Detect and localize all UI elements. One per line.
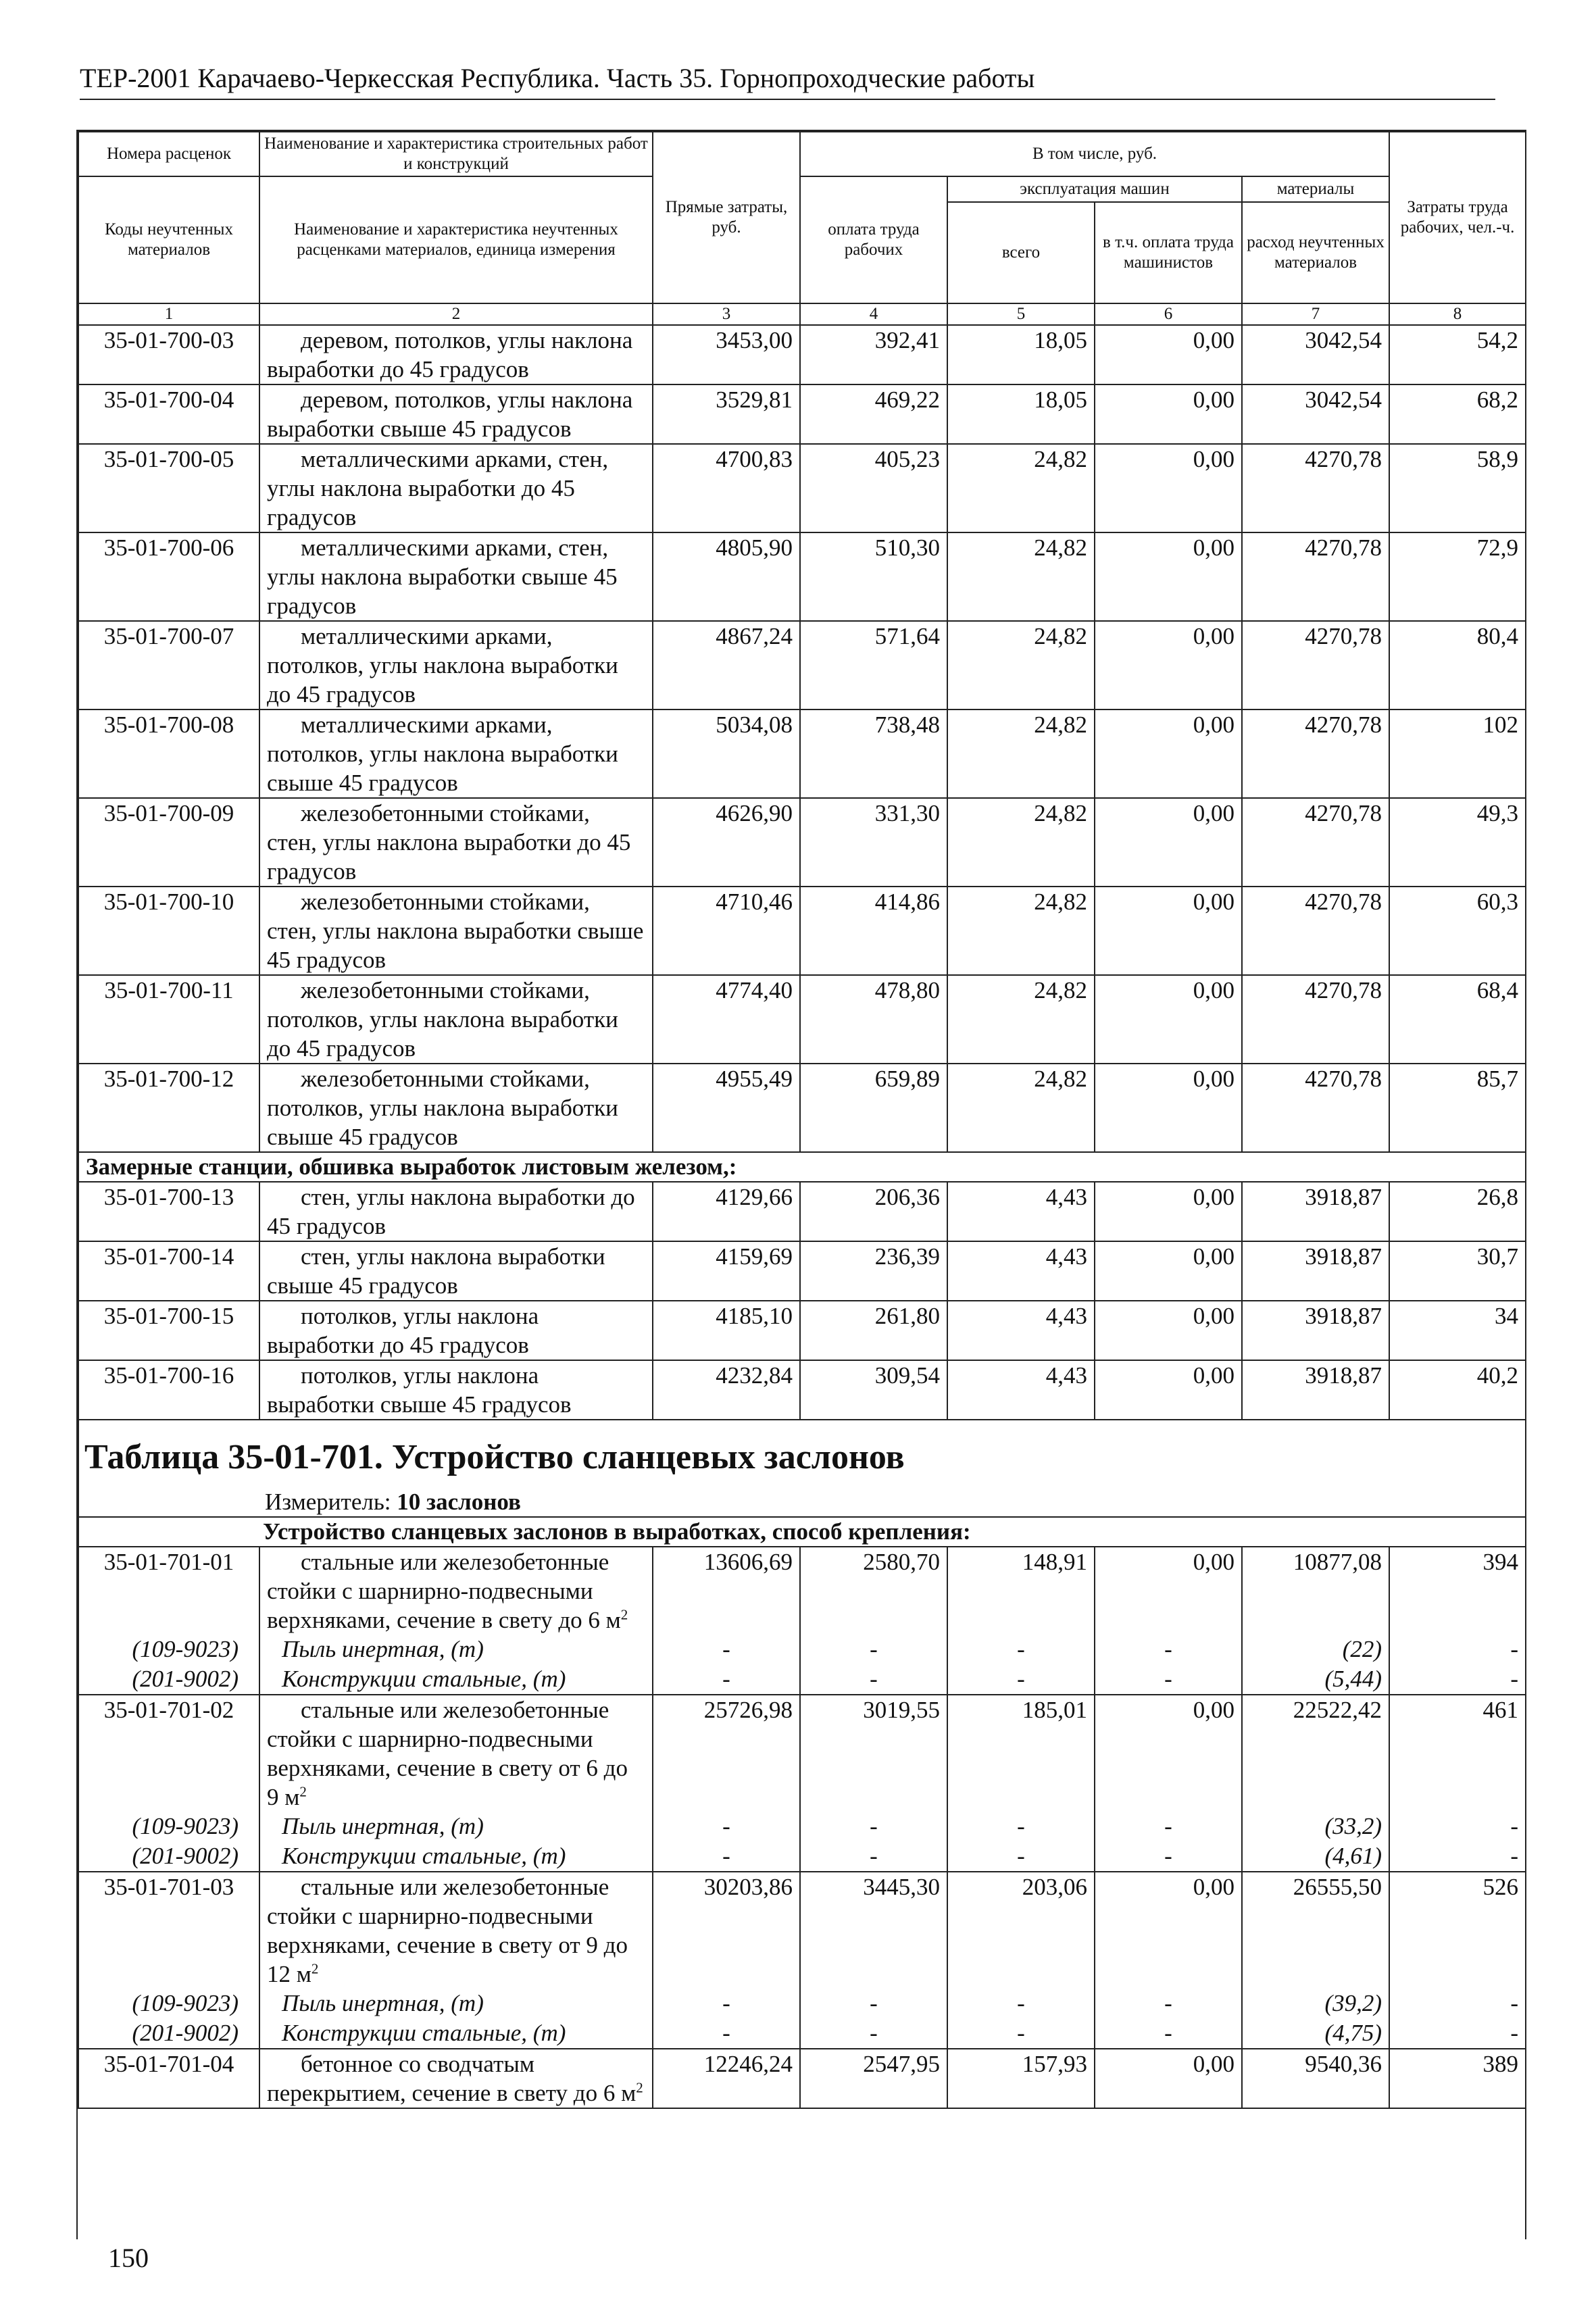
material-quantity: (33,2) <box>1242 1812 1389 1841</box>
labor-cost: 206,36 <box>800 1182 947 1241</box>
material-code: (109-9023) <box>78 1989 259 2018</box>
rate-code: 35-01-700-12 <box>78 1064 259 1152</box>
material-name <box>259 1812 653 1841</box>
col-number: 3 <box>653 303 800 325</box>
labor-hours: 40,2 <box>1389 1360 1526 1420</box>
col-number: 5 <box>947 303 1095 325</box>
machine-labor-cost: 0,00 <box>1095 710 1242 798</box>
material-name-text: Пыль инертная, (т) <box>282 1990 484 2016</box>
labor-hours: 60,3 <box>1389 887 1526 975</box>
rate-name <box>259 1064 653 1152</box>
dash-cell: - <box>1389 1812 1526 1841</box>
rate-code: 35-01-701-04 <box>78 2049 259 2108</box>
rate-name <box>259 1360 653 1420</box>
dash-cell: - <box>947 1989 1095 2018</box>
direct-cost: 5034,08 <box>653 710 800 798</box>
materials-cost: 22522,42 <box>1242 1695 1389 1812</box>
rate-code: 35-01-700-10 <box>78 887 259 975</box>
machine-labor-cost: 0,00 <box>1095 975 1242 1064</box>
material-name <box>259 2018 653 2049</box>
machine-cost: 24,82 <box>947 710 1095 798</box>
direct-cost: 4955,49 <box>653 1064 800 1152</box>
table2-heading <box>78 1420 1526 1547</box>
col-labor-header: оплата труда рабочих <box>800 176 947 303</box>
labor-cost: 2580,70 <box>800 1547 947 1635</box>
unit-superscript: 2 <box>299 1783 307 1800</box>
rates-table-frame <box>76 130 1526 2239</box>
rate-name <box>259 1547 653 1635</box>
labor-hours: 68,2 <box>1389 384 1526 444</box>
materials-cost: 3042,54 <box>1242 384 1389 444</box>
labor-hours: 54,2 <box>1389 325 1526 384</box>
material-name <box>259 1989 653 2018</box>
labor-cost: 659,89 <box>800 1064 947 1152</box>
machine-cost: 4,43 <box>947 1360 1095 1420</box>
rate-code: 35-01-700-15 <box>78 1301 259 1360</box>
rate-name <box>259 710 653 798</box>
rows-section-a <box>78 325 1526 1152</box>
dash-cell: - <box>653 1812 800 1841</box>
rates-table <box>78 131 1526 2109</box>
material-row <box>78 1664 1526 1695</box>
table-row <box>78 798 1526 887</box>
labor-cost: 405,23 <box>800 444 947 532</box>
labor-hours: 461 <box>1389 1695 1526 1812</box>
machine-labor-cost: 0,00 <box>1095 384 1242 444</box>
col-number: 7 <box>1242 303 1389 325</box>
labor-cost: 331,30 <box>800 798 947 887</box>
rate-name <box>259 798 653 887</box>
rate-name <box>259 621 653 710</box>
rate-name-text: металлическими арками, потолков, углы наклона выработки до 45 градусов <box>267 623 618 707</box>
col-name-header: Наименование и характеристика строительных работ и конструкций <box>259 132 653 176</box>
labor-cost: 236,39 <box>800 1241 947 1301</box>
direct-cost: 4626,90 <box>653 798 800 887</box>
table-row <box>78 975 1526 1064</box>
table-row <box>78 1064 1526 1152</box>
material-code: (109-9023) <box>78 1635 259 1664</box>
unit-superscript: 2 <box>311 1960 319 1977</box>
rate-name <box>259 1241 653 1301</box>
direct-cost: 3453,00 <box>653 325 800 384</box>
rate-name <box>259 1872 653 1989</box>
labor-hours: 26,8 <box>1389 1182 1526 1241</box>
material-name <box>259 1664 653 1695</box>
dash-cell: - <box>1389 1841 1526 1872</box>
materials-cost: 4270,78 <box>1242 444 1389 532</box>
table-row <box>78 325 1526 384</box>
machine-labor-cost: 0,00 <box>1095 2049 1242 2108</box>
materials-cost: 3042,54 <box>1242 325 1389 384</box>
table-row <box>78 1241 1526 1301</box>
machine-labor-cost: 0,00 <box>1095 1241 1242 1301</box>
table-row <box>78 1547 1526 1635</box>
material-name-text: Пыль инертная, (т) <box>282 1813 484 1839</box>
rate-name-text: металлическими арками, потолков, углы наклона выработки свыше 45 градусов <box>267 712 618 796</box>
rows-table2 <box>78 1547 1526 2108</box>
machine-labor-cost: 0,00 <box>1095 1182 1242 1241</box>
labor-cost: 478,80 <box>800 975 947 1064</box>
dash-cell: - <box>1389 1989 1526 2018</box>
dash-cell: - <box>653 1989 800 2018</box>
material-name-text: Конструкции стальные, (т) <box>282 1666 566 1692</box>
machine-cost: 24,82 <box>947 532 1095 621</box>
rate-code: 35-01-700-09 <box>78 798 259 887</box>
dash-cell: - <box>947 2018 1095 2049</box>
unit-label: Измеритель: <box>265 1489 391 1515</box>
rate-name <box>259 1695 653 1812</box>
col-direct-header: Прямые затраты, руб. <box>653 132 800 303</box>
machine-labor-cost: 0,00 <box>1095 325 1242 384</box>
direct-cost: 4185,10 <box>653 1301 800 1360</box>
dash-cell: - <box>653 1664 800 1695</box>
rate-name <box>259 444 653 532</box>
rate-name-text: бетонное со сводчатым перекрытием, сечение в свету до 6 м <box>267 2051 637 2106</box>
table-row <box>78 532 1526 621</box>
labor-cost: 469,22 <box>800 384 947 444</box>
col-materials-use-header: расход неучтенных материалов <box>1242 202 1389 303</box>
rate-name-text: металлическими арками, стен, углы наклона выработки свыше 45 градусов <box>267 534 618 619</box>
rate-code: 35-01-700-04 <box>78 384 259 444</box>
labor-hours: 34 <box>1389 1301 1526 1360</box>
labor-cost: 3019,55 <box>800 1695 947 1812</box>
dash-cell: - <box>800 1812 947 1841</box>
table2-title: Таблица 35-01-701. Устройство сланцевых заслонов <box>78 1420 1526 1488</box>
unit-value: 10 заслонов <box>397 1489 521 1515</box>
labor-cost: 2547,95 <box>800 2049 947 2108</box>
material-name-text: Конструкции стальные, (т) <box>282 2020 566 2046</box>
machine-labor-cost: 0,00 <box>1095 1695 1242 1812</box>
col-group-header: В том числе, руб. <box>800 132 1389 176</box>
dash-cell: - <box>800 1635 947 1664</box>
table-row <box>78 1360 1526 1420</box>
direct-cost: 4232,84 <box>653 1360 800 1420</box>
labor-hours: 394 <box>1389 1547 1526 1635</box>
material-row <box>78 1841 1526 1872</box>
materials-cost: 3918,87 <box>1242 1241 1389 1301</box>
rate-code: 35-01-700-14 <box>78 1241 259 1301</box>
rate-name <box>259 2049 653 2108</box>
labor-hours: 49,3 <box>1389 798 1526 887</box>
table-row <box>78 444 1526 532</box>
rate-code: 35-01-700-05 <box>78 444 259 532</box>
machine-cost: 24,82 <box>947 1064 1095 1152</box>
rate-name-text: стен, углы наклона выработки до 45 градусов <box>267 1184 635 1239</box>
direct-cost: 3529,81 <box>653 384 800 444</box>
machine-cost: 24,82 <box>947 621 1095 710</box>
table2-unit <box>259 1488 1526 1517</box>
unit-superscript: 2 <box>636 2079 643 2096</box>
table-row <box>78 1695 1526 1812</box>
machine-labor-cost: 0,00 <box>1095 621 1242 710</box>
table-row <box>78 384 1526 444</box>
rate-code: 35-01-701-01 <box>78 1547 259 1635</box>
table-row <box>78 887 1526 975</box>
machine-cost: 24,82 <box>947 887 1095 975</box>
rate-code: 35-01-700-13 <box>78 1182 259 1241</box>
table2-section-title: Устройство сланцевых заслонов в выработках, способ крепления: <box>78 1517 1526 1547</box>
col-hours-header: Затраты труда рабочих, чел.-ч. <box>1389 132 1526 303</box>
col-materials-header: материалы <box>1242 176 1389 202</box>
col-number: 2 <box>259 303 653 325</box>
rate-name <box>259 1301 653 1360</box>
material-quantity: (4,75) <box>1242 2018 1389 2049</box>
rate-code: 35-01-700-06 <box>78 532 259 621</box>
materials-cost: 9540,36 <box>1242 2049 1389 2108</box>
rate-name-text: стен, углы наклона выработки свыше 45 градусов <box>267 1243 605 1299</box>
dash-cell: - <box>1095 2018 1242 2049</box>
material-name <box>259 1635 653 1664</box>
machine-cost: 148,91 <box>947 1547 1095 1635</box>
machine-cost: 24,82 <box>947 444 1095 532</box>
col-number: 6 <box>1095 303 1242 325</box>
dash-cell: - <box>1095 1664 1242 1695</box>
machine-labor-cost: 0,00 <box>1095 1360 1242 1420</box>
direct-cost: 4774,40 <box>653 975 800 1064</box>
column-numbers-row <box>78 303 1526 325</box>
materials-cost: 3918,87 <box>1242 1182 1389 1241</box>
machine-cost: 24,82 <box>947 798 1095 887</box>
rate-name-text: железобетонными стойками, потолков, углы наклона выработки свыше 45 градусов <box>267 1066 618 1150</box>
material-code: (109-9023) <box>78 1812 259 1841</box>
rate-name <box>259 887 653 975</box>
col-number: 4 <box>800 303 947 325</box>
table-row <box>78 1182 1526 1241</box>
labor-hours: 68,4 <box>1389 975 1526 1064</box>
dash-cell: - <box>947 1664 1095 1695</box>
labor-hours: 85,7 <box>1389 1064 1526 1152</box>
dash-cell: - <box>1095 1635 1242 1664</box>
machine-cost: 203,06 <box>947 1872 1095 1989</box>
dash-cell: - <box>1389 1635 1526 1664</box>
rate-name <box>259 1182 653 1241</box>
machine-labor-cost: 0,00 <box>1095 887 1242 975</box>
material-name-text: Пыль инертная, (т) <box>282 1636 484 1662</box>
rate-name-text: потолков, углы наклона выработки до 45 градусов <box>267 1303 539 1358</box>
direct-cost: 12246,24 <box>653 2049 800 2108</box>
rate-name-text: железобетонными стойками, стен, углы наклона выработки до 45 градусов <box>267 800 631 885</box>
material-quantity: (5,44) <box>1242 1664 1389 1695</box>
materials-cost: 3918,87 <box>1242 1301 1389 1360</box>
col-mach-labor-header: в т.ч. оплата труда машинистов <box>1095 202 1242 303</box>
machine-labor-cost: 0,00 <box>1095 532 1242 621</box>
rate-name-text: деревом, потолков, углы наклона выработки до 45 градусов <box>267 327 633 382</box>
rate-name-text: железобетонными стойками, стен, углы наклона выработки свыше 45 градусов <box>267 889 644 973</box>
col-number: 1 <box>78 303 259 325</box>
labor-cost: 738,48 <box>800 710 947 798</box>
dash-cell: - <box>800 1841 947 1872</box>
labor-hours: 389 <box>1389 2049 1526 2108</box>
material-quantity: (39,2) <box>1242 1989 1389 2018</box>
section-b-heading <box>78 1152 1526 1182</box>
rate-code: 35-01-701-02 <box>78 1695 259 1812</box>
rate-code: 35-01-700-03 <box>78 325 259 384</box>
materials-cost: 26555,50 <box>1242 1872 1389 1989</box>
rate-code: 35-01-701-03 <box>78 1872 259 1989</box>
machine-cost: 18,05 <box>947 325 1095 384</box>
labor-hours: 30,7 <box>1389 1241 1526 1301</box>
table-row <box>78 1301 1526 1360</box>
material-quantity: (4,61) <box>1242 1841 1389 1872</box>
dash-cell: - <box>653 1635 800 1664</box>
material-row <box>78 1635 1526 1664</box>
labor-cost: 261,80 <box>800 1301 947 1360</box>
rate-code: 35-01-700-16 <box>78 1360 259 1420</box>
table-row <box>78 1872 1526 1989</box>
direct-cost: 4867,24 <box>653 621 800 710</box>
machine-labor-cost: 0,00 <box>1095 798 1242 887</box>
material-name-text: Конструкции стальные, (т) <box>282 1843 566 1869</box>
materials-cost: 4270,78 <box>1242 1064 1389 1152</box>
machine-labor-cost: 0,00 <box>1095 1064 1242 1152</box>
direct-cost: 4805,90 <box>653 532 800 621</box>
dash-cell: - <box>947 1841 1095 1872</box>
direct-cost: 25726,98 <box>653 1695 800 1812</box>
direct-cost: 13606,69 <box>653 1547 800 1635</box>
rate-name-text: стальные или железобетонные стойки с шарнирно-подвесными верхняками, сечение в свету до 6 м <box>267 1549 621 1633</box>
col-number: 8 <box>1389 303 1526 325</box>
col-codes-header: Номера расценок <box>78 132 259 176</box>
rate-name-text: потолков, углы наклона выработки свыше 45 градусов <box>267 1362 572 1418</box>
labor-hours: 72,9 <box>1389 532 1526 621</box>
direct-cost: 30203,86 <box>653 1872 800 1989</box>
rate-name-text: стальные или железобетонные стойки с шарнирно-подвесными верхняками, сечение в свету от 6 до 9 м <box>267 1697 628 1810</box>
materials-cost: 4270,78 <box>1242 710 1389 798</box>
labor-hours: 80,4 <box>1389 621 1526 710</box>
dash-cell: - <box>653 1841 800 1872</box>
rate-name <box>259 532 653 621</box>
machine-cost: 18,05 <box>947 384 1095 444</box>
direct-cost: 4700,83 <box>653 444 800 532</box>
rate-name-text: стальные или железобетонные стойки с шарнирно-подвесными верхняками, сечение в свету от 9 до 12 м <box>267 1874 628 1987</box>
dash-cell: - <box>1095 1812 1242 1841</box>
direct-cost: 4159,69 <box>653 1241 800 1301</box>
machine-cost: 4,43 <box>947 1241 1095 1301</box>
direct-cost: 4710,46 <box>653 887 800 975</box>
material-code: (201-9002) <box>78 1841 259 1872</box>
page-number: 150 <box>108 2243 149 2273</box>
material-code: (201-9002) <box>78 1664 259 1695</box>
material-row <box>78 1989 1526 2018</box>
page-header: ТЕР-2001 Карачаево-Черкесская Республика. Часть 35. Горнопроходческие работы <box>80 62 1495 100</box>
labor-hours: 526 <box>1389 1872 1526 1989</box>
dash-cell: - <box>800 1664 947 1695</box>
materials-cost: 3918,87 <box>1242 1360 1389 1420</box>
rate-name-text: металлическими арками, стен, углы наклона выработки до 45 градусов <box>267 446 609 530</box>
dash-cell: - <box>1095 1989 1242 2018</box>
machine-labor-cost: 0,00 <box>1095 1872 1242 1989</box>
rows-section-b <box>78 1182 1526 1420</box>
machine-cost: 185,01 <box>947 1695 1095 1812</box>
dash-cell: - <box>1095 1841 1242 1872</box>
rate-code: 35-01-700-08 <box>78 710 259 798</box>
materials-cost: 4270,78 <box>1242 621 1389 710</box>
section-b-title: Замерные станции, обшивка выработок листовым железом,: <box>78 1152 1526 1182</box>
unit-superscript: 2 <box>620 1606 628 1623</box>
col-name-subheader: Наименование и характеристика неучтенных расценками материалов, единица измерения <box>259 176 653 303</box>
dash-cell: - <box>1389 1664 1526 1695</box>
material-code: (201-9002) <box>78 2018 259 2049</box>
rate-code: 35-01-700-07 <box>78 621 259 710</box>
dash-cell: - <box>653 2018 800 2049</box>
dash-cell: - <box>947 1812 1095 1841</box>
labor-cost: 3445,30 <box>800 1872 947 1989</box>
rate-name <box>259 975 653 1064</box>
materials-cost: 4270,78 <box>1242 798 1389 887</box>
dash-cell: - <box>947 1635 1095 1664</box>
dash-cell: - <box>800 1989 947 2018</box>
dash-cell: - <box>1389 2018 1526 2049</box>
material-name <box>259 1841 653 1872</box>
dash-cell: - <box>800 2018 947 2049</box>
table-row <box>78 2049 1526 2108</box>
rate-name <box>259 384 653 444</box>
labor-cost: 571,64 <box>800 621 947 710</box>
material-row <box>78 1812 1526 1841</box>
labor-cost: 414,86 <box>800 887 947 975</box>
labor-cost: 510,30 <box>800 532 947 621</box>
machine-cost: 157,93 <box>947 2049 1095 2108</box>
machine-labor-cost: 0,00 <box>1095 1547 1242 1635</box>
materials-cost: 4270,78 <box>1242 887 1389 975</box>
machine-cost: 24,82 <box>947 975 1095 1064</box>
machine-labor-cost: 0,00 <box>1095 444 1242 532</box>
materials-cost: 4270,78 <box>1242 532 1389 621</box>
machine-cost: 4,43 <box>947 1301 1095 1360</box>
col-mach-total-header: всего <box>947 202 1095 303</box>
material-row <box>78 2018 1526 2049</box>
materials-cost: 4270,78 <box>1242 975 1389 1064</box>
materials-cost: 10877,08 <box>1242 1547 1389 1635</box>
rate-name <box>259 325 653 384</box>
machine-cost: 4,43 <box>947 1182 1095 1241</box>
labor-hours: 58,9 <box>1389 444 1526 532</box>
material-quantity: (22) <box>1242 1635 1389 1664</box>
labor-cost: 392,41 <box>800 325 947 384</box>
table-row <box>78 621 1526 710</box>
labor-hours: 102 <box>1389 710 1526 798</box>
rate-name-text: деревом, потолков, углы наклона выработки свыше 45 градусов <box>267 387 633 442</box>
col-machines-header: эксплуатация машин <box>947 176 1242 202</box>
machine-labor-cost: 0,00 <box>1095 1301 1242 1360</box>
rate-name-text: железобетонными стойками, потолков, углы наклона выработки до 45 градусов <box>267 977 618 1062</box>
col-codes-subheader: Коды неучтенных материалов <box>78 176 259 303</box>
direct-cost: 4129,66 <box>653 1182 800 1241</box>
table-row <box>78 710 1526 798</box>
labor-cost: 309,54 <box>800 1360 947 1420</box>
rate-code: 35-01-700-11 <box>78 975 259 1064</box>
